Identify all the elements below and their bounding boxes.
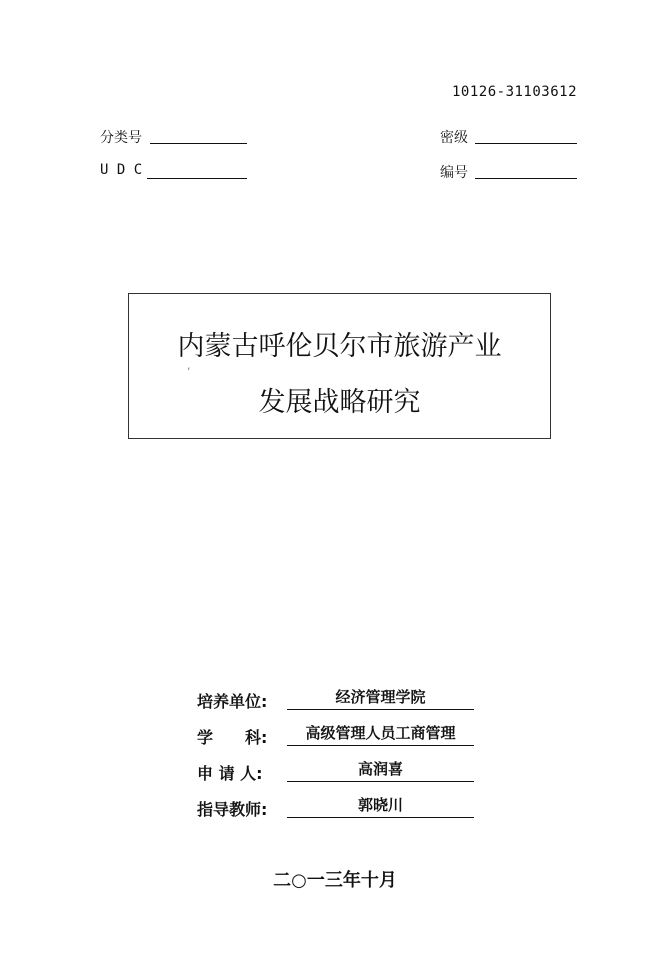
secrecy-label: 密级 <box>440 130 468 146</box>
title-box <box>128 293 551 439</box>
field-label-discipline: 学 科: <box>197 728 268 747</box>
classification-label: 分类号 <box>100 130 142 146</box>
submission-date: 二○一三年十月 <box>273 870 397 891</box>
number-label: 编号 <box>440 165 468 181</box>
classification-line <box>150 143 247 144</box>
scan-speck: ’ <box>187 367 191 378</box>
number-line <box>475 178 577 179</box>
field-value-advisor: 郭晓川 <box>287 795 474 818</box>
field-label-applicant: 申 请 人: <box>197 764 263 783</box>
udc-line <box>147 178 247 179</box>
title-line-2: 发展战略研究 <box>258 387 421 418</box>
field-value-applicant: 高润喜 <box>287 759 474 782</box>
field-label-unit: 培养单位: <box>197 692 268 711</box>
serial-number: 10126-31103612 <box>452 84 578 100</box>
field-value-unit: 经济管理学院 <box>287 687 474 710</box>
udc-label: U D C <box>100 162 143 178</box>
secrecy-line <box>475 143 577 144</box>
title-line-1: 内蒙古呼伦贝尔市旅游产业 <box>177 331 502 362</box>
field-value-discipline: 高级管理人员工商管理 <box>287 723 474 746</box>
field-label-advisor: 指导教师: <box>197 800 268 819</box>
